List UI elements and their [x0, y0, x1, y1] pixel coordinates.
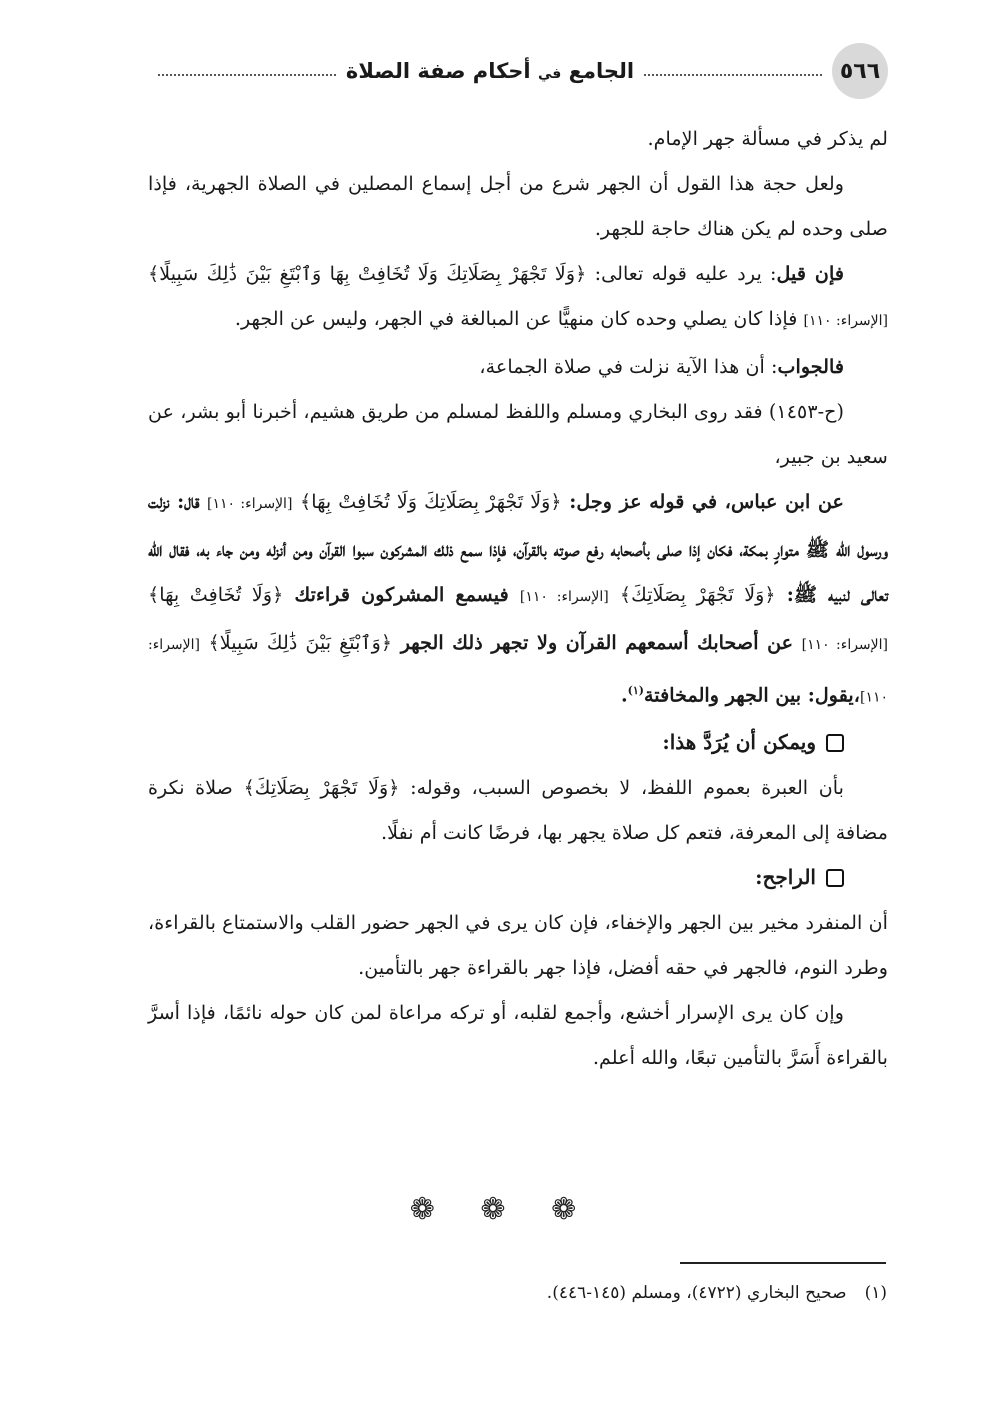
paragraph-1: لم يذكر في مسألة جهر الإمام. — [647, 127, 888, 150]
title-fi: في — [537, 66, 562, 82]
objection-label: فإن قيل — [776, 262, 844, 285]
page-body — [148, 40, 888, 1080]
paragraph-hadith — [148, 479, 888, 720]
section-heading-preferred — [148, 855, 888, 900]
footnote-divider — [680, 1262, 886, 1264]
paragraph-2: ولعل حجة هذا القول أن الجهر شرع من أجل إسماع المصلين في الصلاة الجهرية، فإذا صلى وحده لم يكن هناك حاجة للجهر. — [148, 172, 888, 240]
objection-rest: فإذا كان يصلي وحده كان منهيًّا عن المبالغة في الجهر، وليس عن الجهر. — [234, 307, 804, 330]
paragraph-hadith-chain: (ح-١٤٥٣) فقد روى البخاري ومسلم واللفظ لمسلم من طريق هشيم، أخبرنا أبو بشر، عن سعيد بن جبير، — [148, 400, 888, 468]
square-bullet-icon — [826, 869, 844, 887]
verse-reference: [الإسراء: ١١٠] — [148, 637, 888, 706]
paragraph-answer — [148, 344, 888, 389]
footnote-number: (١) — [864, 1283, 887, 1303]
paragraph-rebuttal — [148, 765, 888, 855]
main-text — [148, 116, 888, 1080]
hadith-end: . — [620, 683, 628, 707]
heading-text: ويمكن أن يُرَدَّ هذا: — [662, 730, 816, 755]
paragraph-objection — [148, 251, 888, 344]
objection-text: : يرد عليه قوله تعالى: — [586, 262, 777, 285]
running-header — [148, 40, 888, 102]
quran-verse: ﴿وَلَا تَجْهَرْ بِصَلَاتِكَ﴾ — [243, 776, 400, 800]
header-dots-left — [158, 74, 336, 76]
header-dots-right — [644, 74, 822, 76]
running-title — [346, 59, 634, 83]
section-heading-rebuttal — [148, 720, 888, 765]
hadith-text-a: عن ابن عباس، في قوله عز وجل: — [561, 490, 844, 513]
verse-reference: [الإسراء: ١١٠] — [801, 637, 888, 653]
verse-reference: [الإسراء: ١١٠] — [519, 589, 609, 605]
verse-reference: [الإسراء: ١١٠] — [803, 313, 888, 329]
footnote — [147, 1280, 887, 1306]
rebuttal-text-a: بأن العبرة بعموم اللفظ، لا بخصوص السبب، وقوله: — [399, 776, 844, 800]
quran-verse: ﴿وَلَا تُخَافِتْ بِهَا﴾ — [148, 583, 284, 606]
paragraph-preferred: أن المنفرد مخير بين الجهر والإخفاء، فإن كان يرى في الجهر حضور القلب والاستمتاع بالقراءة، وطرد النوم، فالجهر في حقه أفضل، فإذا جهر بالقراءة جهر بالتأمين. — [148, 911, 888, 980]
quran-verse: ﴿وَلَا تَجْهَرْ بِصَلَاتِكَ﴾ — [619, 583, 776, 606]
title-part2: أحكام صفة الصلاة — [345, 59, 531, 83]
rebuttal-text-b: صلاة نكرة مضافة إلى المعرفة، فتعم كل صلاة يجهر بها، فرضًا كانت أم نفلًا. — [148, 776, 888, 845]
hadith-text-c: فيسمع المشركون قراءتك — [283, 583, 520, 606]
square-bullet-icon — [826, 734, 844, 752]
answer-text: : أن هذا الآية نزلت في صلاة الجماعة، — [479, 355, 778, 378]
heading-text: الراجح: — [755, 865, 816, 890]
paragraph-conclusion: وإن كان يرى الإسرار أخشع، وأجمع لقلبه، أو تركه مراعاة لمن كان حوله نائمًا، فإذا أسرَّ بالقراءة أَسَرَّ بالتأمين تبعًا، والله أعلم. — [148, 1001, 888, 1070]
verse-reference: [الإسراء: ١١٠] — [207, 496, 293, 512]
title-part1: الجامع — [568, 59, 635, 83]
footnote-text: صحيح البخاري (٤٧٢٢)، ومسلم (١٤٥-٤٤٦). — [546, 1283, 847, 1303]
section-separator: ❁ ❁ ❁ — [409, 1192, 595, 1227]
quran-verse: ﴿وَلَا تَجْهَرْ بِصَلَاتِكَ وَلَا تُخَافِتْ بِهَا﴾ — [300, 490, 562, 513]
footnote-marker: (١) — [627, 684, 644, 697]
quran-verse: ﴿وَلَا تَجْهَرْ بِصَلَاتِكَ وَلَا تُخَافِتْ بِهَا وَٱبْتَغِ بَيْنَ ذَٰلِكَ سَبِيلًا﴾ — [148, 262, 587, 285]
page-number: ٥٦٦ — [832, 43, 888, 99]
hadith-text-d: عن أصحابك أسمعهم القرآن ولا تجهر ذلك الجهر — [392, 631, 802, 654]
hadith-text-b: قال: نزلت ورسول الله ﷺ متوارٍ بمكة، فكان إذا صلى بأصحابه رفع صوته بالقرآن، فإذا سمع ذلك المشركون سبوا القرآن ومن أنزله ومن جاء به، فقال الله تعالى لنبيه ﷺ: — [148, 490, 889, 606]
quran-verse: ﴿وَٱبْتَغِ بَيْنَ ذَٰلِكَ سَبِيلًا﴾ — [208, 631, 393, 654]
answer-label: فالجواب — [777, 355, 844, 378]
hadith-text-e: ،يقول: بين الجهر والمخافتة — [644, 683, 860, 707]
